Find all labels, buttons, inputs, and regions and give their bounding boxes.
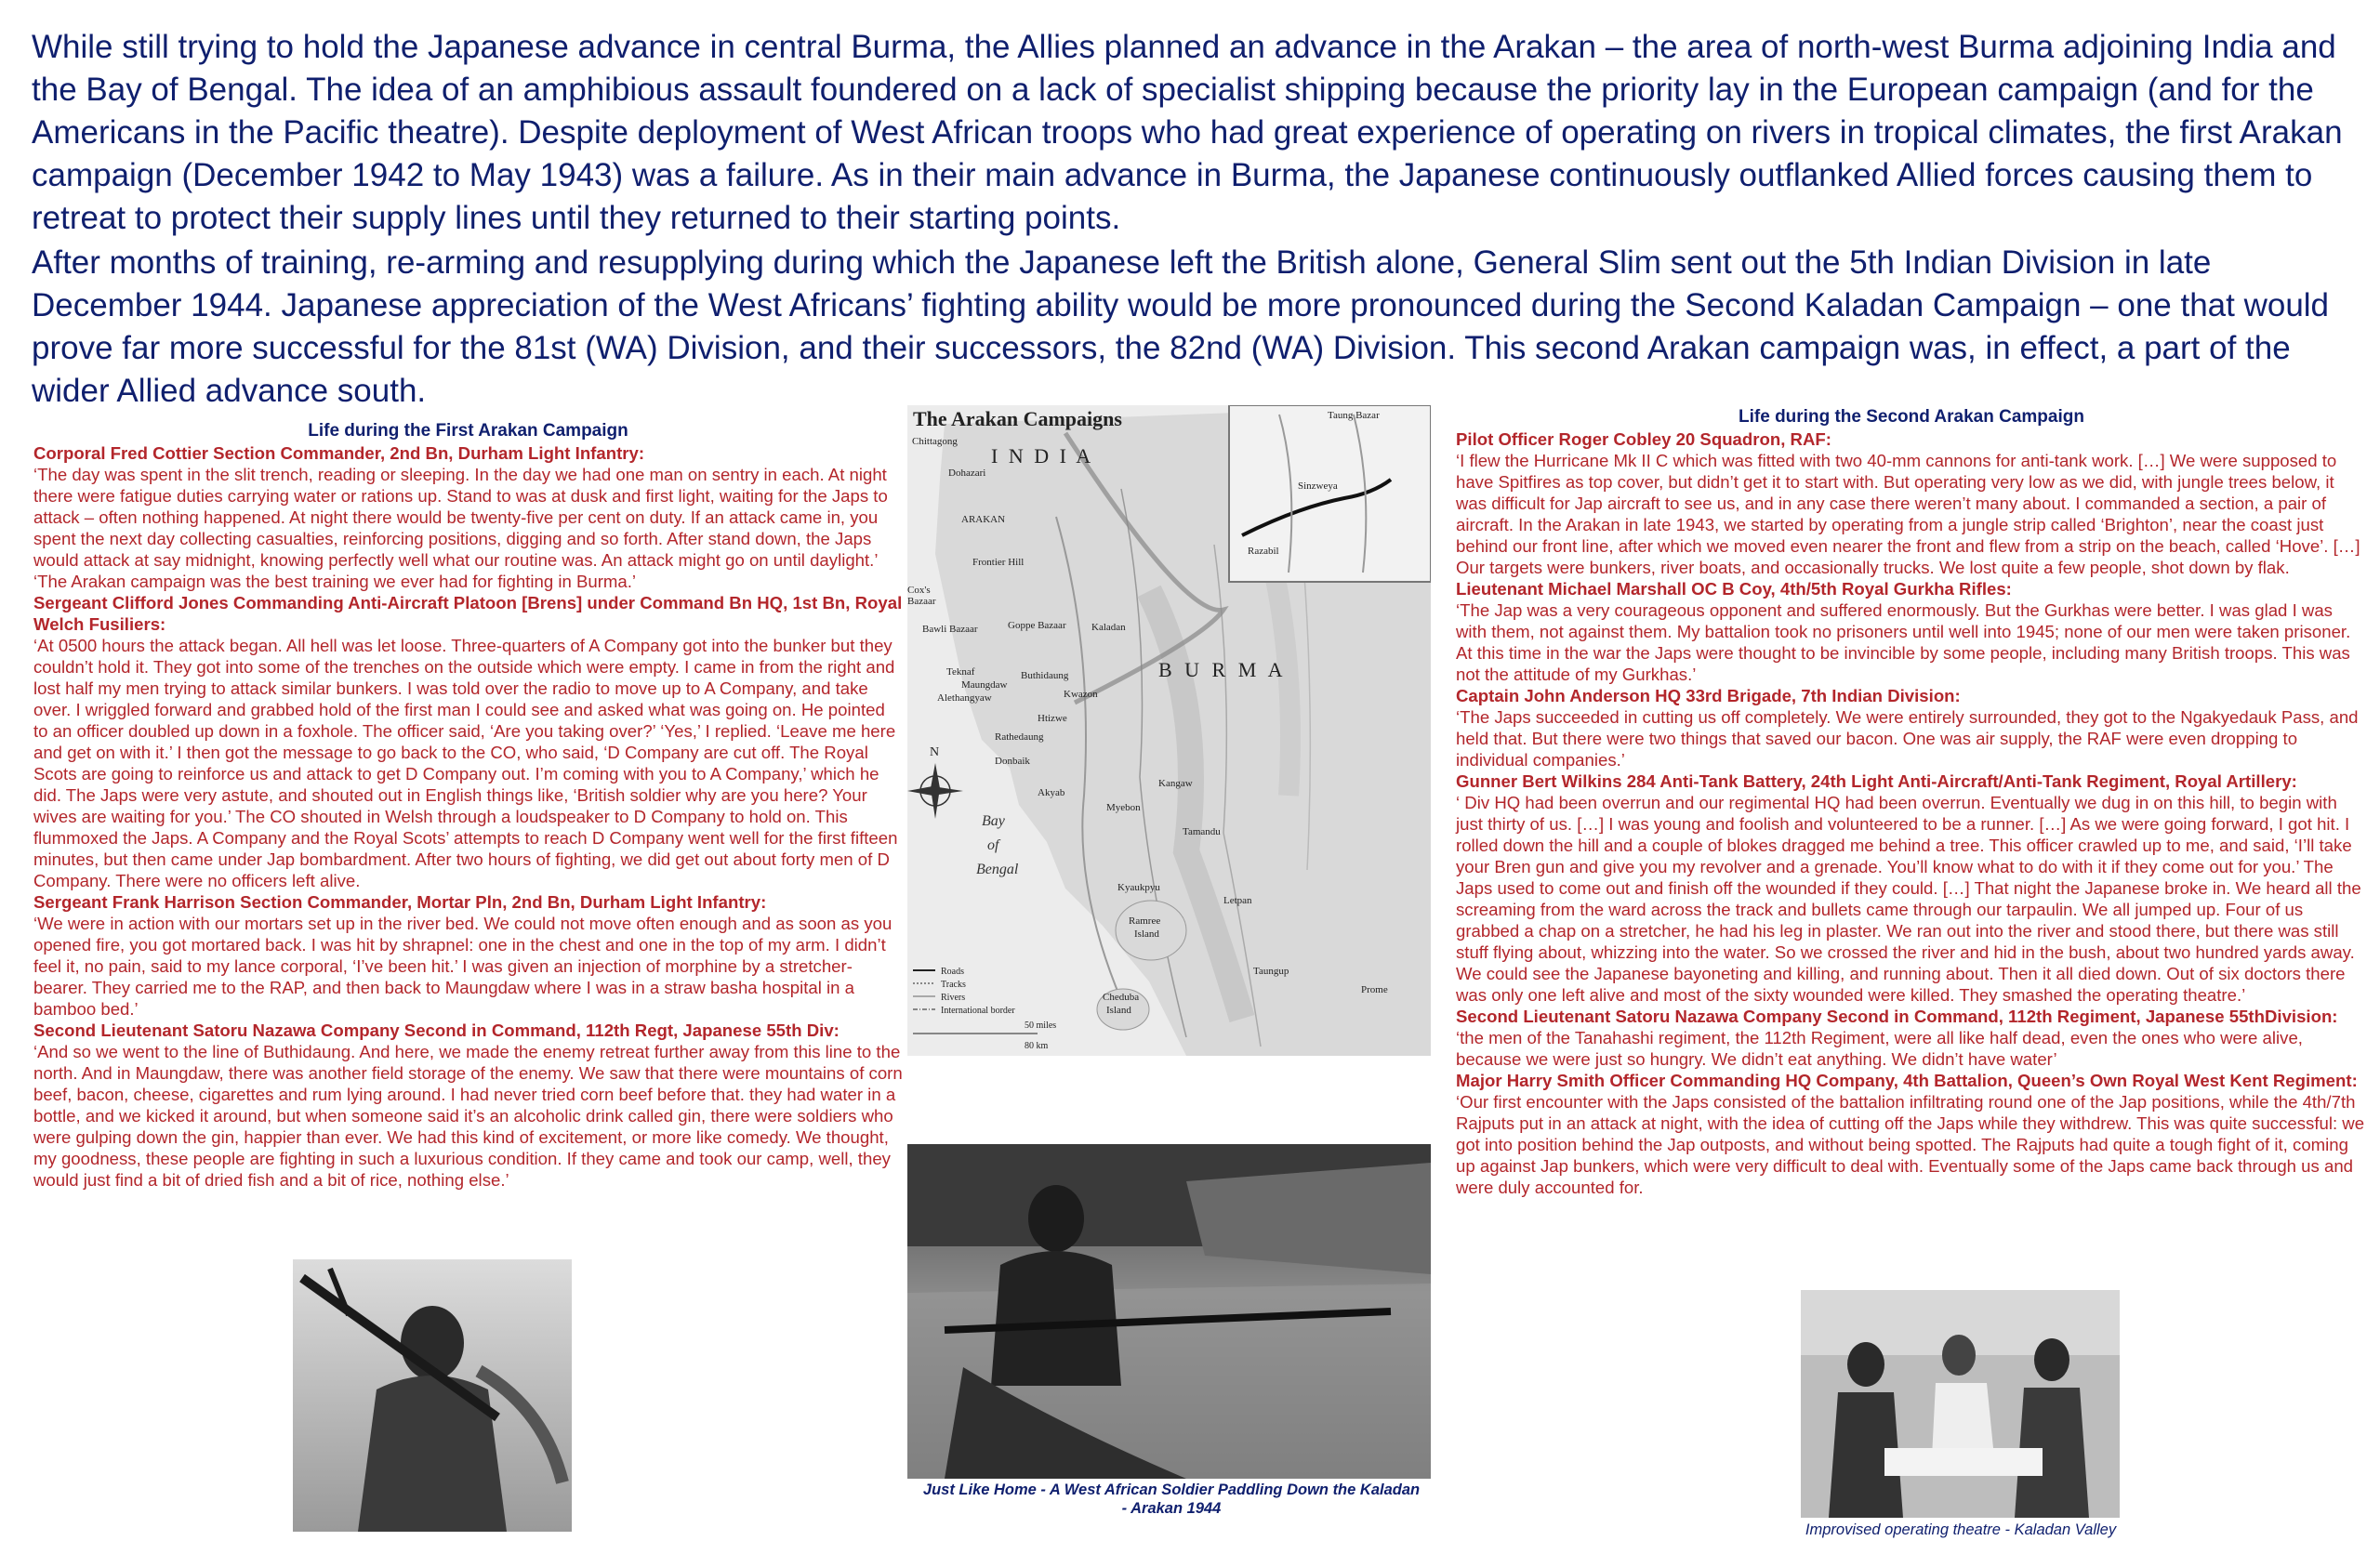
map-place: Tamandu (1183, 826, 1221, 837)
testimony-speaker: Sergeant Frank Harrison Section Commander, Mortar Pln, 2nd Bn, Durham Light Infantry: (33, 892, 767, 912)
legend-border: International border (941, 1006, 1015, 1016)
testimony-text: ‘The Jap was a very courageous opponent and suffered enormously. But the Gurkhas were better. I was glad I was with them, not against them. My battalion took no prisoners until well into 1945; none of our men were taken prisoner. At this time in the war the Japs were thought to be invincible by some people, including many British troops. This was not the attitude of my Gurkhas.’ (1456, 600, 2351, 684)
map-place: Island (1134, 928, 1159, 940)
testimony-entry (1456, 428, 2367, 578)
testimony-text: ‘We were in action with our mortars set up in the river bed. We could not move often enough and as soon as you opened fire, you got mortared back. I was hit by shrapnel: one in the chest and one in the top of my arm. I didn’t feel it, no pain, said to my lance corporal, ‘I’ve been hit.’ I was given an injection of morphine by a stretcher-bearer. They carried me to the RAP, and then back to Maungdaw where I was in a straw basha hospital in a bamboo bed.’ (33, 914, 892, 1019)
map-place: Goppe Bazaar (1008, 620, 1066, 631)
testimony-text: ‘The day was spent in the slit trench, reading or sleeping. In the day we had one man on sentry in each. At night there were fatigue duties carrying water or rations up. Stand to was at dusk and first light, waiting for the Japs to attack – often nothing happened. At night there would be twenty-five per cent on duty. If an attack came in, you spent the next day collecting casualties, reinforcing positions, digging and so forth. After stand down, the Japs would attack at say midnight, knowing perfectly well what our routine was. An attack might go on until daylight.’ ‘The Arakan campaign was the best training we ever had for fighting in Burma.’ (33, 465, 888, 591)
map-place: Chittagong (912, 436, 958, 447)
paddling-soldier-photo (907, 1144, 1431, 1479)
intro-paragraph-2: After months of training, re-arming and resupplying during which the Japanese left the British alone, General Slim sent out the 5th Indian Division in late December 1944. Japanese appreciation of the West Africans’ fighting ability would be more pronounced during the Second Kaladan Campaign – one that would prove far more successful for the 81st (WA) Division, and their successors, the 82nd (WA) Division. This second Arakan campaign was, in effect, a part of the wider Allied advance south. (32, 244, 2330, 409)
map-label-bay: Bengal (976, 862, 1019, 877)
first-campaign-column (33, 420, 903, 1191)
map-label-burma: B U R M A (1158, 658, 1287, 681)
map-place: Teknaf (946, 666, 975, 678)
map-place: Kwazon (1064, 689, 1098, 700)
map-title: The Arakan Campaigns (913, 407, 1122, 430)
testimony-entry (1456, 1070, 2367, 1198)
map-place: Taung Bazar (1328, 410, 1380, 421)
testimony-entry (33, 1020, 903, 1191)
testimony-entry (33, 442, 903, 592)
map-place: Htizwe (1038, 713, 1067, 724)
testimony-speaker: Lieutenant Michael Marshall OC B Coy, 4th/5th Royal Gurkha Rifles: (1456, 579, 2012, 599)
legend-roads: Roads (941, 967, 964, 977)
map-place: Letpan (1223, 895, 1252, 906)
operating-theatre-caption: Improvised operating theatre - Kaladan Valley (1805, 1521, 2117, 1538)
testimony-speaker: Sergeant Clifford Jones Commanding Anti-Aircraft Platoon [Brens] under Command Bn HQ, 1st Bn, Royal Welch Fusiliers: (33, 593, 903, 634)
second-campaign-title: Life during the Second Arakan Campaign (1739, 407, 2084, 427)
map-label-bay: Bay (982, 813, 1005, 829)
testimony-text: ‘Our first encounter with the Japs consisted of the battalion infiltrating round one of the Jap positions, while the 4th/7th Rajputs put in an attack at night, with the idea of cutting off the Japs while they withdrew. This was quite successful: we got into position behind the Jap outposts, and without being spotted. The Rajputs had quite a tough fight of it, coming up against Jap bunkers, which were very difficult to deal with. Eventually some of the Japs came back through us and were duly accounted for. (1456, 1092, 2365, 1197)
map-place: Kaladan (1091, 622, 1126, 633)
soldier-photo (293, 1259, 572, 1532)
second-campaign-column (1456, 406, 2367, 1198)
first-campaign-title: Life during the First Arakan Campaign (308, 421, 628, 441)
map-place: Cox's (907, 585, 931, 596)
testimony-entry (1456, 685, 2367, 770)
map-place: Buthidaung (1021, 670, 1069, 681)
map-label-india: I N D I A (991, 444, 1094, 467)
map-label-bay: of (987, 837, 999, 853)
testimony-text: ‘I flew the Hurricane Mk II C which was fitted with two 40-mm cannons for anti-tank work. […] We were supposed to have Spitfires as top cover, but didn’t get it to start with. But operating very low as we did, with jungle trees below, it was difficult for Jap aircraft to see us, and in any case there weren’t many about. I commanded a section, a pair of aircraft. In the Arakan in late 1943, we started by operating from a jungle strip called ‘Brighton’, near the coast just behind our front line, after which we moved even nearer the front and flew from a strip on the beach, called ‘Hove’. […] Our targets were bunkers, river boats, and occasionally trucks. We lost quite a few people, shot down by flak. (1456, 451, 2360, 577)
intro-paragraph-1: While still trying to hold the Japanese advance in central Burma, the Allies planned an advance in the Arakan – the area of north-west Burma adjoining India and the Bay of Bengal. The idea of an amphibious assault foundered on a lack of specialist shipping because the priority lay in the European campaign (and for the Americans in the Pacific theatre). Despite deployment of West African troops who had great experience of operating on rivers in tropical climates, the first Arakan campaign (December 1942 to May 1943) was a failure. As in their main advance in Burma, the Japanese continuously outflanked Allied forces causing them to retreat to protect their supply lines until they returned to their starting points. (32, 29, 2343, 236)
intro-text (32, 26, 2356, 413)
map-place: Prome (1361, 984, 1388, 995)
testimony-text: ‘the men of the Tanahashi regiment, the 112th Regiment, were all like half dead, even the ones who were alive, because we were just so hungry. We didn’t eat anything. We didn’t have water’ (1456, 1028, 2303, 1069)
testimony-entry (33, 891, 903, 1020)
testimony-entry (1456, 578, 2367, 685)
map-place: Kyaukpyu (1117, 882, 1160, 893)
map-place: Akyab (1038, 787, 1065, 798)
map-place: Alethangyaw (937, 692, 992, 704)
map-place: Bawli Bazaar (922, 624, 978, 635)
testimony-speaker: Corporal Fred Cottier Section Commander, 2nd Bn, Durham Light Infantry: (33, 443, 645, 463)
testimony-speaker: Major Harry Smith Officer Commanding HQ Company, 4th Battalion, Queen’s Own Royal West Kent Regiment: (1456, 1071, 2358, 1090)
testimony-entry (1456, 770, 2367, 1006)
testimony-entry (33, 592, 903, 891)
map-place: Donbaik (995, 756, 1030, 767)
map-place: Ramree (1129, 915, 1161, 927)
map-place: Kangaw (1158, 778, 1193, 789)
map-label-north: N (930, 745, 940, 759)
map-place: Sinzweya (1298, 481, 1338, 492)
legend-tracks: Tracks (941, 980, 966, 990)
testimony-speaker: Second Lieutenant Satoru Nazawa Company Second in Command, 112th Regiment, Japanese 55thDivision: (1456, 1007, 2338, 1026)
arakan-map (907, 405, 1431, 1056)
scale-km: 80 km (1025, 1041, 1049, 1051)
map-place: Myebon (1106, 802, 1141, 813)
testimony-text: ‘At 0500 hours the attack began. All hell was let loose. Three-quarters of A Company got into the bunker but they couldn’t hold it. They got into some of the trenches on the outside which were empty. I came in from the right and lost half my men trying to attack similar bunkers. I was told over the radio to move up to A Company, and take over. I wriggled forward and grabbed hold of the first man I could see and asked what was going on. He pointed to an officer doubled up down in a foxhole. The officer said, ‘Are you taking over?’ ‘Yes,’ I replied. ‘Leave me here and get on with it.’ I then got the message to go back to the CO, who said, ‘D Company are cut off. The Royal Scots are going to reinforce us and attack to get D Company out. I’m coming with you to A Company,’ which he did. The Japs were very astute, and shouted out in English things like, ‘British soldier why are you here? Your wives are waiting for you.’ The CO shouted in Welsh through a loudspeaker to D Company to hold on. This flummoxed the Japs. A Company and the Royal Scots’ attempts to reach D Company went well for the first fifteen minutes, but then came under Jap bombardment. After two hours of fighting, we did get out about forty men of D Company. There were no officers left alive. (33, 636, 898, 890)
map-place: Rathedaung (995, 731, 1044, 743)
map-place: Dohazari (948, 467, 986, 479)
testimony-speaker: Second Lieutenant Satoru Nazawa Company Second in Command, 112th Regt, Japanese 55th Div: (33, 1021, 840, 1040)
map-place: Taungup (1253, 966, 1289, 977)
map-place: Frontier Hill (972, 557, 1025, 568)
map-place: Razabil (1248, 546, 1279, 557)
testimony-speaker: Captain John Anderson HQ 33rd Brigade, 7th Indian Division: (1456, 686, 1961, 705)
map-place: Island (1106, 1005, 1131, 1016)
map-place: ARAKAN (961, 514, 1006, 525)
testimony-text: ‘The Japs succeeded in cutting us off completely. We were entirely surrounded, they got to the Ngakyedauk Pass, and held that. But there were two things that saved our bacon. One was air supply, the RAF were even dropping to individual companies.’ (1456, 707, 2359, 770)
operating-theatre-photo (1801, 1290, 2120, 1518)
map-place: Maungdaw (961, 679, 1008, 691)
testimony-speaker: Pilot Officer Roger Cobley 20 Squadron, RAF: (1456, 429, 1831, 449)
scale-miles: 50 miles (1025, 1021, 1057, 1031)
testimony-text: ‘ Div HQ had been overrun and our regimental HQ had been overrun. Eventually we dug in on this hill, to begin with just thirty of us. […] I was young and foolish and volunteered to be a runner. […] As we were going forward, I got hit. I rolled down the hill and a couple of blokes dragged me behind a tree. This officer crawled up to me, and said, ‘I’ll take your Bren gun and give you my revolver and a grenade. You’ll know what to do with it if they come out for you.’ The Japs used to come out and finish off the wounded if they could. […] That night the Japanese broke in. We heard all the screaming from the ward across the track and bullets came through our tarpaulin. We all jumped up. Four of us grabbed a chap on a stretcher, he had his leg in plaster. We ran out into the river and stood there, but there was still stuff flying about, whizzing into the water. So we crossed the river and hid in the bush, about two hundred yards away. We could see the Japanese bayoneting and killing, and running about. Then it all died down. Out of six doctors there was only one left alive and most of the sixty wounded were killed. They smashed the operating theatre.’ (1456, 793, 2361, 1005)
legend-rivers: Rivers (941, 993, 966, 1003)
paddling-photo-caption: Just Like Home - A West African Soldier Paddling Down the Kaladan - Arakan 1944 (922, 1481, 1421, 1517)
testimony-speaker: Gunner Bert Wilkins 284 Anti-Tank Battery, 24th Light Anti-Aircraft/Anti-Tank Regiment, Royal Artillery: (1456, 771, 2297, 791)
testimony-entry (1456, 1006, 2367, 1070)
testimony-text: ‘And so we went to the line of Buthidaung. And here, we made the enemy retreat further away from this line to the north. And in Maungdaw, there was another field storage of the enemy. We saw that there were mountains of corn beef, bacon, cheese, cigarettes and rum lying around. I had never tried corn beef before that. they had water in a bottle, and we kicked it around, but when someone said it’s an alcoholic drink called gin, there were soldiers who were gulping down the gin, happier than ever. We had this kind of excitement, or more like comedy. We thought, my goodness, these people are fighting in such a luxurious condition. If they came and took our camp, well, they would just find a bit of dried fish and a bit of rice, nothing else.’ (33, 1042, 903, 1190)
map-place: Bazaar (907, 596, 936, 607)
map-place: Cheduba (1103, 992, 1140, 1003)
